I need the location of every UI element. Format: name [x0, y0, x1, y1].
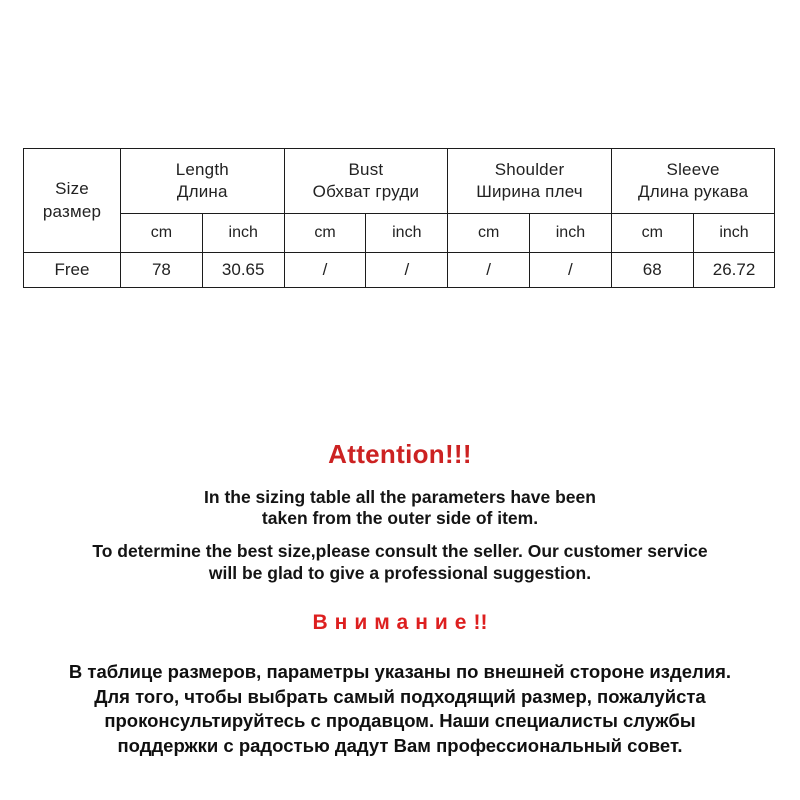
unit-length-cm: cm: [121, 214, 203, 253]
unit-sleeve-inch: inch: [693, 214, 775, 253]
english-notice-paragraph-1: [0, 487, 800, 531]
table-row: [24, 253, 775, 288]
cell-bust-inch: /: [366, 253, 448, 288]
cell-sleeve-inch: 26.72: [693, 253, 775, 288]
cell-length-inch: 30.65: [202, 253, 284, 288]
header-size-ru: размер: [42, 201, 102, 221]
header-cell-length: [121, 149, 285, 214]
cell-sleeve-cm: 68: [611, 253, 693, 288]
cell-size-free: Free: [24, 253, 121, 288]
header-shoulder-ru: Ширина плеч: [476, 182, 583, 201]
unit-sleeve-cm: cm: [611, 214, 693, 253]
header-cell-size: [24, 149, 121, 253]
vnimanie-word: Внимание: [312, 611, 474, 635]
unit-shoulder-cm: cm: [448, 214, 530, 253]
vnimanie-exclamations: !!: [473, 611, 488, 635]
size-chart-container: [23, 148, 775, 288]
russian-notice-paragraph: [0, 660, 800, 758]
cell-shoulder-cm: /: [448, 253, 530, 288]
header-sleeve-en: Sleeve: [666, 159, 720, 179]
english-notice-line-3: To determine the best size,please consult the seller. Our customer service: [92, 541, 708, 562]
unit-bust-inch: inch: [366, 214, 448, 253]
header-length-en: Length: [175, 159, 229, 179]
attention-heading: Attention!!!: [328, 439, 472, 469]
header-cell-sleeve: [611, 149, 775, 214]
header-sleeve-ru: Длина рукава: [638, 182, 749, 201]
unit-length-inch: inch: [202, 214, 284, 253]
header-bust-ru: Обхват груди: [312, 182, 420, 201]
size-chart-table: [23, 148, 775, 288]
english-notice-line-1: In the sizing table all the parameters have been: [204, 486, 596, 507]
header-size-en: Size: [55, 179, 89, 199]
cell-length-cm: 78: [121, 253, 203, 288]
russian-notice-line-1: В таблице размеров, параметры указаны по внешней стороне изделия.: [68, 661, 732, 683]
english-notice-line-2: taken from the outer side of item.: [261, 508, 539, 529]
table-unit-row: [24, 214, 775, 253]
header-length-ru: Длина: [176, 182, 228, 201]
cell-bust-cm: /: [284, 253, 366, 288]
english-notice-paragraph-2: [0, 541, 800, 585]
header-cell-bust: [284, 149, 448, 214]
unit-shoulder-inch: inch: [530, 214, 612, 253]
russian-notice-line-2: Для того, чтобы выбрать самый подходящий размер, пожалуйста: [94, 685, 706, 707]
header-bust-en: Bust: [348, 159, 384, 179]
english-notice-line-4: will be glad to give a professional suggestion.: [208, 563, 592, 584]
russian-notice-line-4: поддержки с радостью дадут Вам профессиональный совет.: [117, 734, 683, 756]
vnimanie-heading: [0, 611, 800, 634]
header-cell-shoulder: [448, 149, 612, 214]
notice-section: [0, 440, 800, 759]
cell-shoulder-inch: /: [530, 253, 612, 288]
russian-notice-line-3: проконсультируйтесь с продавцом. Наши специалисты службы: [104, 710, 696, 732]
table-header-row-group: [24, 149, 775, 214]
unit-bust-cm: cm: [284, 214, 366, 253]
header-shoulder-en: Shoulder: [494, 159, 565, 179]
